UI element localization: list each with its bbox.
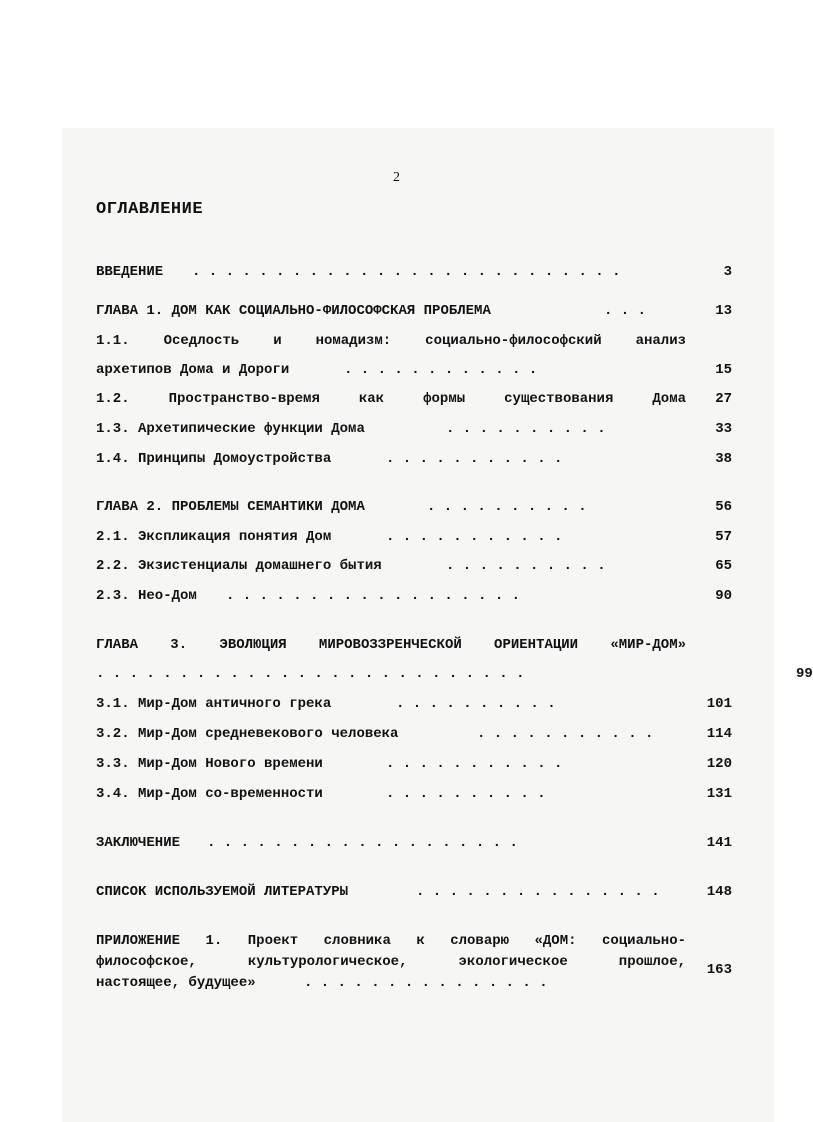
toc-entry-title: 2.2. Экзистенциалы домашнего бытия (96, 558, 382, 574)
toc-entry-title: 3.1. Мир-Дом античного грека (96, 696, 332, 712)
toc-entry-page: 65 (715, 558, 732, 574)
toc-entry-title: ЗАКЛЮЧЕНИЕ (96, 835, 181, 851)
toc-entry-title: 1.4. Принципы Домоустройства (96, 451, 332, 467)
toc-entry-page: 163 (706, 962, 732, 978)
toc-entry-page: 56 (715, 499, 732, 515)
toc-entry-section-3-4 (96, 786, 732, 808)
toc-entry-section-3-1 (96, 696, 732, 718)
toc-entry-intro (96, 264, 732, 286)
toc-entry-section-3-2 (96, 726, 732, 748)
toc-entry-page: 15 (715, 362, 732, 378)
toc-entry-section-2-3 (96, 588, 732, 610)
toc-entry-title: философское, культурологическое, экологическое прошлое, (96, 954, 686, 970)
toc-entry-page: 57 (715, 529, 732, 545)
leader-dots: . . . . . . . . . . . . . . . . . . . . . . . . . . (192, 264, 621, 280)
toc-entry-page: 33 (715, 421, 732, 437)
toc-entry-page: 38 (715, 451, 732, 467)
page-number: 2 (393, 170, 400, 185)
toc-entry-title: 1.1. Оседлость и номадизм: социально-философский анализ (96, 333, 686, 349)
leader-dots: . . . . . . . . . . (427, 499, 587, 515)
leader-dots: . . . (604, 303, 647, 319)
toc-entry-title: ГЛАВА 3. ЭВОЛЮЦИЯ МИРОВОЗЗРЕНЧЕСКОЙ ОРИЕНТАЦИИ «МИР-ДОМ» (96, 637, 686, 653)
toc-entry-appendix-1-line3 (96, 975, 732, 997)
toc-entry-chapter-3 (96, 637, 732, 659)
leader-dots: . . . . . . . . . . (446, 421, 606, 437)
toc-entry-title: 2.1. Экспликация понятия Дом (96, 529, 332, 545)
leader-dots: . . . . . . . . . . . (386, 529, 563, 545)
toc-entry-section-1-1-cont (96, 362, 732, 384)
leader-dots: . . . . . . . . . . . (386, 451, 563, 467)
leader-dots: . . . . . . . . . . (446, 558, 606, 574)
toc-entry-title: 3.3. Мир-Дом Нового времени (96, 756, 323, 772)
toc-entry-section-1-4 (96, 451, 732, 473)
toc-entry-page: 99 (796, 666, 813, 682)
toc-entry-section-2-2 (96, 558, 732, 580)
toc-entry-title: ГЛАВА 1. ДОМ КАК СОЦИАЛЬНО-ФИЛОСОФСКАЯ ПРОБЛЕМА (96, 303, 491, 319)
toc-entry-page: 13 (715, 303, 732, 319)
toc-entry-appendix-1 (96, 933, 732, 955)
toc-entry-section-3-3 (96, 756, 732, 778)
leader-dots: . . . . . . . . . . . (477, 726, 654, 742)
toc-entry-page: 101 (706, 696, 732, 712)
toc-entry-page: 148 (706, 884, 732, 900)
toc-entry-section-1-3 (96, 421, 732, 443)
toc-entry-title: ГЛАВА 2. ПРОБЛЕМЫ СЕМАНТИКИ ДОМА (96, 499, 365, 515)
toc-entry-page: 3 (723, 264, 732, 280)
leader-dots: . . . . . . . . . . (396, 696, 556, 712)
leader-dots: . . . . . . . . . . . . (344, 362, 538, 378)
toc-entry-title: 2.3. Нео-Дом (96, 588, 197, 604)
toc-entry-title: настоящее, будущее» (96, 975, 256, 991)
toc-entry-section-1-2 (96, 391, 732, 413)
leader-dots: . . . . . . . . . . . (386, 756, 563, 772)
toc-entry-title: СПИСОК ИСПОЛЬЗУЕМОЙ ЛИТЕРАТУРЫ (96, 884, 349, 900)
toc-entry-conclusion (96, 835, 732, 857)
toc-entry-title: 1.2. Пространство-время как формы существования Дома (96, 391, 686, 407)
toc-heading: ОГЛАВЛЕНИЕ (96, 200, 204, 219)
toc-entry-title: ВВЕДЕНИЕ (96, 264, 164, 280)
toc-entry-page: 120 (706, 756, 732, 772)
leader-dots: . . . . . . . . . . . . . . . . . . . . . . . . . . (96, 666, 525, 682)
toc-entry-chapter-2 (96, 499, 732, 521)
toc-entry-page: 114 (706, 726, 732, 742)
toc-entry-title: 3.2. Мир-Дом средневекового человека (96, 726, 399, 742)
leader-dots: . . . . . . . . . . . . . . . (304, 975, 548, 991)
toc-entry-chapter-1 (96, 303, 732, 325)
leader-dots: . . . . . . . . . . . . . . . . . . (226, 588, 521, 604)
toc-entry-section-1-1 (96, 333, 732, 355)
toc-entry-page: 90 (715, 588, 732, 604)
leader-dots: . . . . . . . . . . (386, 786, 546, 802)
toc-entry-section-2-1 (96, 529, 732, 551)
toc-entry-title: ПРИЛОЖЕНИЕ 1. Проект словника к словарю «ДОМ: социально- (96, 933, 686, 949)
leader-dots: . . . . . . . . . . . . . . . . . . . (207, 835, 518, 851)
toc-entry-title: 3.4. Мир-Дом со-временности (96, 786, 323, 802)
toc-entry-page: 27 (715, 391, 732, 407)
leader-dots: . . . . . . . . . . . . . . . (416, 884, 660, 900)
toc-entry-chapter-3-cont (96, 666, 813, 688)
toc-entry-page: 131 (706, 786, 732, 802)
toc-entry-title: 1.3. Архетипические функции Дома (96, 421, 365, 437)
toc-entry-bibliography (96, 884, 732, 906)
toc-entry-title: архетипов Дома и Дороги (96, 362, 290, 378)
toc-entry-page: 141 (706, 835, 732, 851)
